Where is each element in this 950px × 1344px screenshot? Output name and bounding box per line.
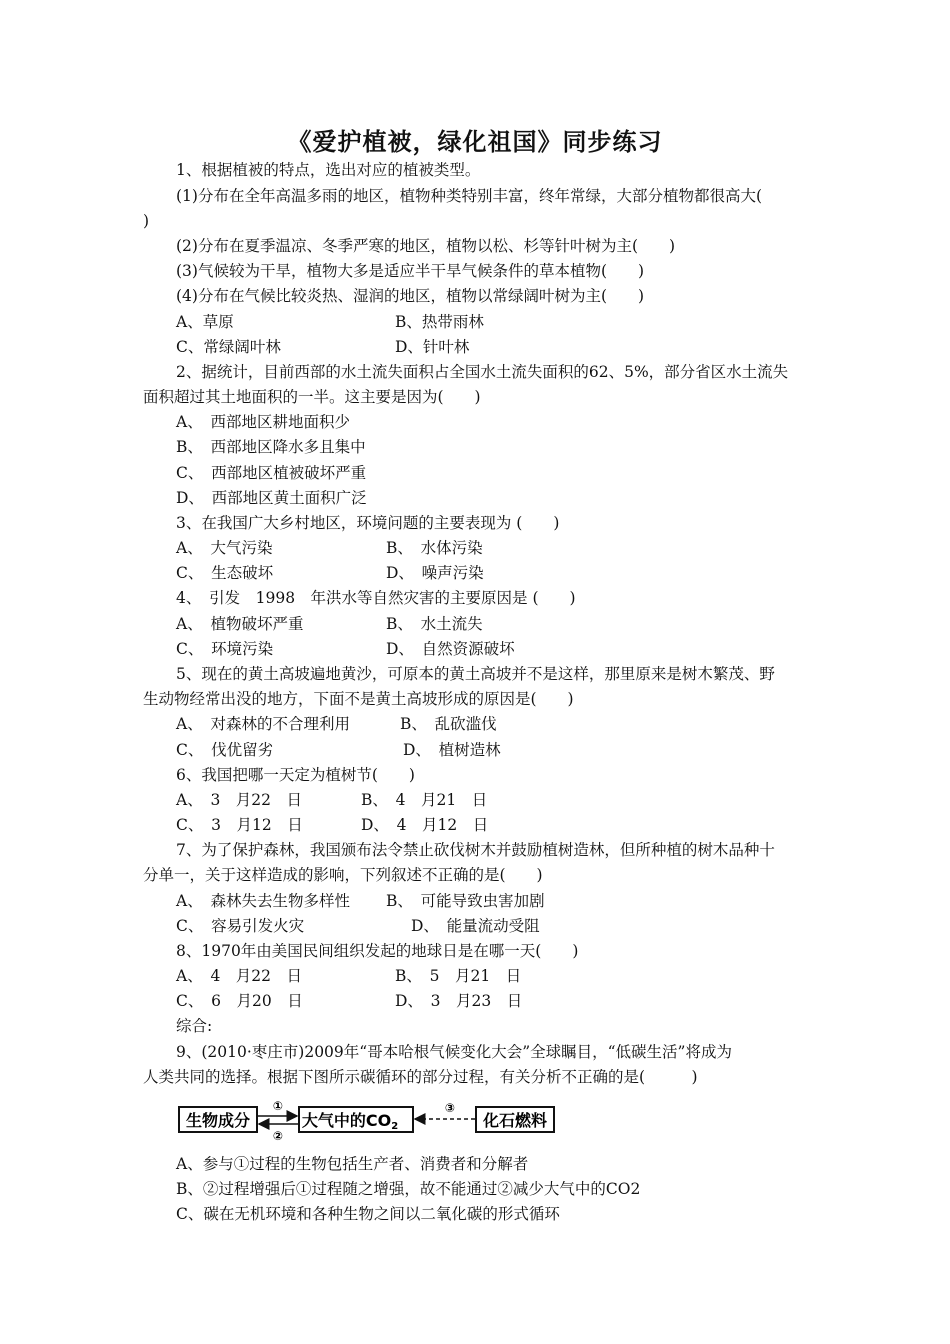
q1-part1-cont: ) — [143, 212, 150, 230]
box-fossil-fuels — [476, 1107, 554, 1132]
q5-option-a: A、 对森林的不合理利用 — [176, 715, 350, 733]
q9-stem-line2: 人类共同的选择。根据下图所示碳循环的部分过程，有关分析不正确的是( ) — [143, 1068, 698, 1086]
q4-option-a: A、 植物破坏严重 — [176, 615, 304, 633]
q1-option-b: B、热带雨林 — [395, 313, 484, 331]
q8-option-b: B、 5 月21 日 — [395, 967, 522, 985]
q2-option-a: A、 西部地区耕地面积少 — [176, 413, 350, 431]
q9-option-a: A、参与①过程的生物包括生产者、消费者和分解者 — [176, 1155, 529, 1173]
q1-option-a: A、草原 — [176, 313, 234, 331]
q2-option-b: B、 西部地区降水多且集中 — [176, 438, 366, 456]
arrow-process-1-label: ① — [272, 1099, 284, 1113]
q7-option-d: D、 能量流动受阻 — [411, 917, 540, 935]
box-biological-components — [179, 1107, 257, 1132]
q3-option-c: C、 生态破坏 — [176, 564, 274, 582]
q8-option-a: A、 4 月22 日 — [176, 967, 303, 985]
q1-part4: (4)分布在气候比较炎热、湿润的地区，植物以常绿阔叶树为主( ) — [176, 287, 645, 305]
arrow-process-2-label: ② — [272, 1129, 284, 1142]
q1-part1: (1)分布在全年高温多雨的地区，植物种类特别丰富，终年常绿，大部分植物都很高大( — [176, 187, 763, 205]
arrow-process-3-label: ③ — [444, 1101, 456, 1115]
q4-option-c: C、 环境污染 — [176, 640, 274, 658]
q3-option-a: A、 大气污染 — [176, 539, 273, 557]
q6-option-b: B、 4 月21 日 — [361, 791, 488, 809]
carbon-cycle-diagram — [178, 1098, 560, 1142]
q5-stem-line1: 5、现在的黄土高坡遍地黄沙，可原本的黄土高坡并不是这样，那里原来是树木繁茂、野 — [176, 665, 775, 683]
q5-stem-line2: 生动物经常出没的地方，下面不是黄土高坡形成的原因是( ) — [143, 690, 574, 708]
q6-stem: 6、我国把哪一天定为植树节( ) — [176, 766, 415, 784]
q4-option-d: D、 自然资源破坏 — [386, 640, 515, 658]
q1-part3: (3)气候较为干旱，植物大多是适应半干旱气候条件的草本植物( ) — [176, 262, 645, 280]
q5-option-c: C、 伐优留劣 — [176, 741, 274, 759]
q3-stem: 3、在我国广大乡村地区，环境问题的主要表现为 ( ) — [176, 514, 560, 532]
q4-option-b: B、 水土流失 — [386, 615, 483, 633]
q5-option-b: B、 乱砍滥伐 — [400, 715, 497, 733]
q7-stem-line1: 7、为了保护森林，我国颁布法令禁止砍伐树木并鼓励植树造林，但所种植的树木品种十 — [176, 841, 775, 859]
q2-option-d: D、 西部地区黄土面积广泛 — [176, 489, 367, 507]
q8-option-d: D、 3 月23 日 — [395, 992, 523, 1010]
q1-option-c: C、常绿阔叶林 — [176, 338, 281, 356]
q2-stem-line2: 面积超过其土地面积的一半。这主要是因为( ) — [143, 388, 481, 406]
section-heading: 综合: — [176, 1017, 213, 1035]
q6-option-a: A、 3 月22 日 — [176, 791, 303, 809]
q6-option-c: C、 3 月12 日 — [176, 816, 303, 834]
q6-option-d: D、 4 月12 日 — [361, 816, 489, 834]
q3-option-b: B、 水体污染 — [386, 539, 483, 557]
q8-option-c: C、 6 月20 日 — [176, 992, 303, 1010]
q1-part2: (2)分布在夏季温凉、冬季严寒的地区，植物以松、杉等针叶树为主( ) — [176, 237, 676, 255]
q4-stem: 4、 引发 1998 年洪水等自然灾害的主要原因是 ( ) — [176, 589, 576, 607]
q8-stem: 8、1970年由美国民间组织发起的地球日是在哪一天( ) — [176, 942, 579, 960]
q7-option-c: C、 容易引发火灾 — [176, 917, 305, 935]
box-atmospheric-co2 — [299, 1107, 413, 1132]
q3-option-d: D、 噪声污染 — [386, 564, 484, 582]
q7-option-a: A、 森林失去生物多样性 — [176, 892, 350, 910]
box-atmospheric-co2-label: 大气中的CO2 — [301, 1111, 399, 1132]
q9-stem-line1: 9、(2010·枣庄市)2009年“哥本哈根气候变化大会”全球瞩目，“低碳生活”将成为 — [176, 1043, 732, 1061]
box-biological-components-label: 生物成分 — [185, 1111, 251, 1130]
q9-option-c: C、碳在无机环境和各种生物之间以二氧化碳的形式循环 — [176, 1205, 560, 1223]
q7-option-b: B、 可能导致虫害加剧 — [386, 892, 545, 910]
q2-option-c: C、 西部地区植被破坏严重 — [176, 464, 367, 482]
q5-option-d: D、 植树造林 — [403, 741, 501, 759]
q7-stem-line2: 分单一，关于这样造成的影响，下列叙述不正确的是( ) — [143, 866, 543, 884]
document-title: 《爱护植被，绿化祖国》同步练习 — [287, 128, 663, 156]
box-fossil-fuels-label: 化石燃料 — [482, 1111, 548, 1130]
q2-stem-line1: 2、据统计，目前西部的水土流失面积占全国水土流失面积的62、5%，部分省区水土流失 — [176, 363, 789, 381]
q1-stem: 1、根据植被的特点，选出对应的植被类型。 — [176, 161, 481, 179]
q1-option-d: D、针叶林 — [395, 338, 470, 356]
q9-option-b: B、②过程增强后①过程随之增强，故不能通过②减少大气中的CO2 — [176, 1180, 641, 1198]
